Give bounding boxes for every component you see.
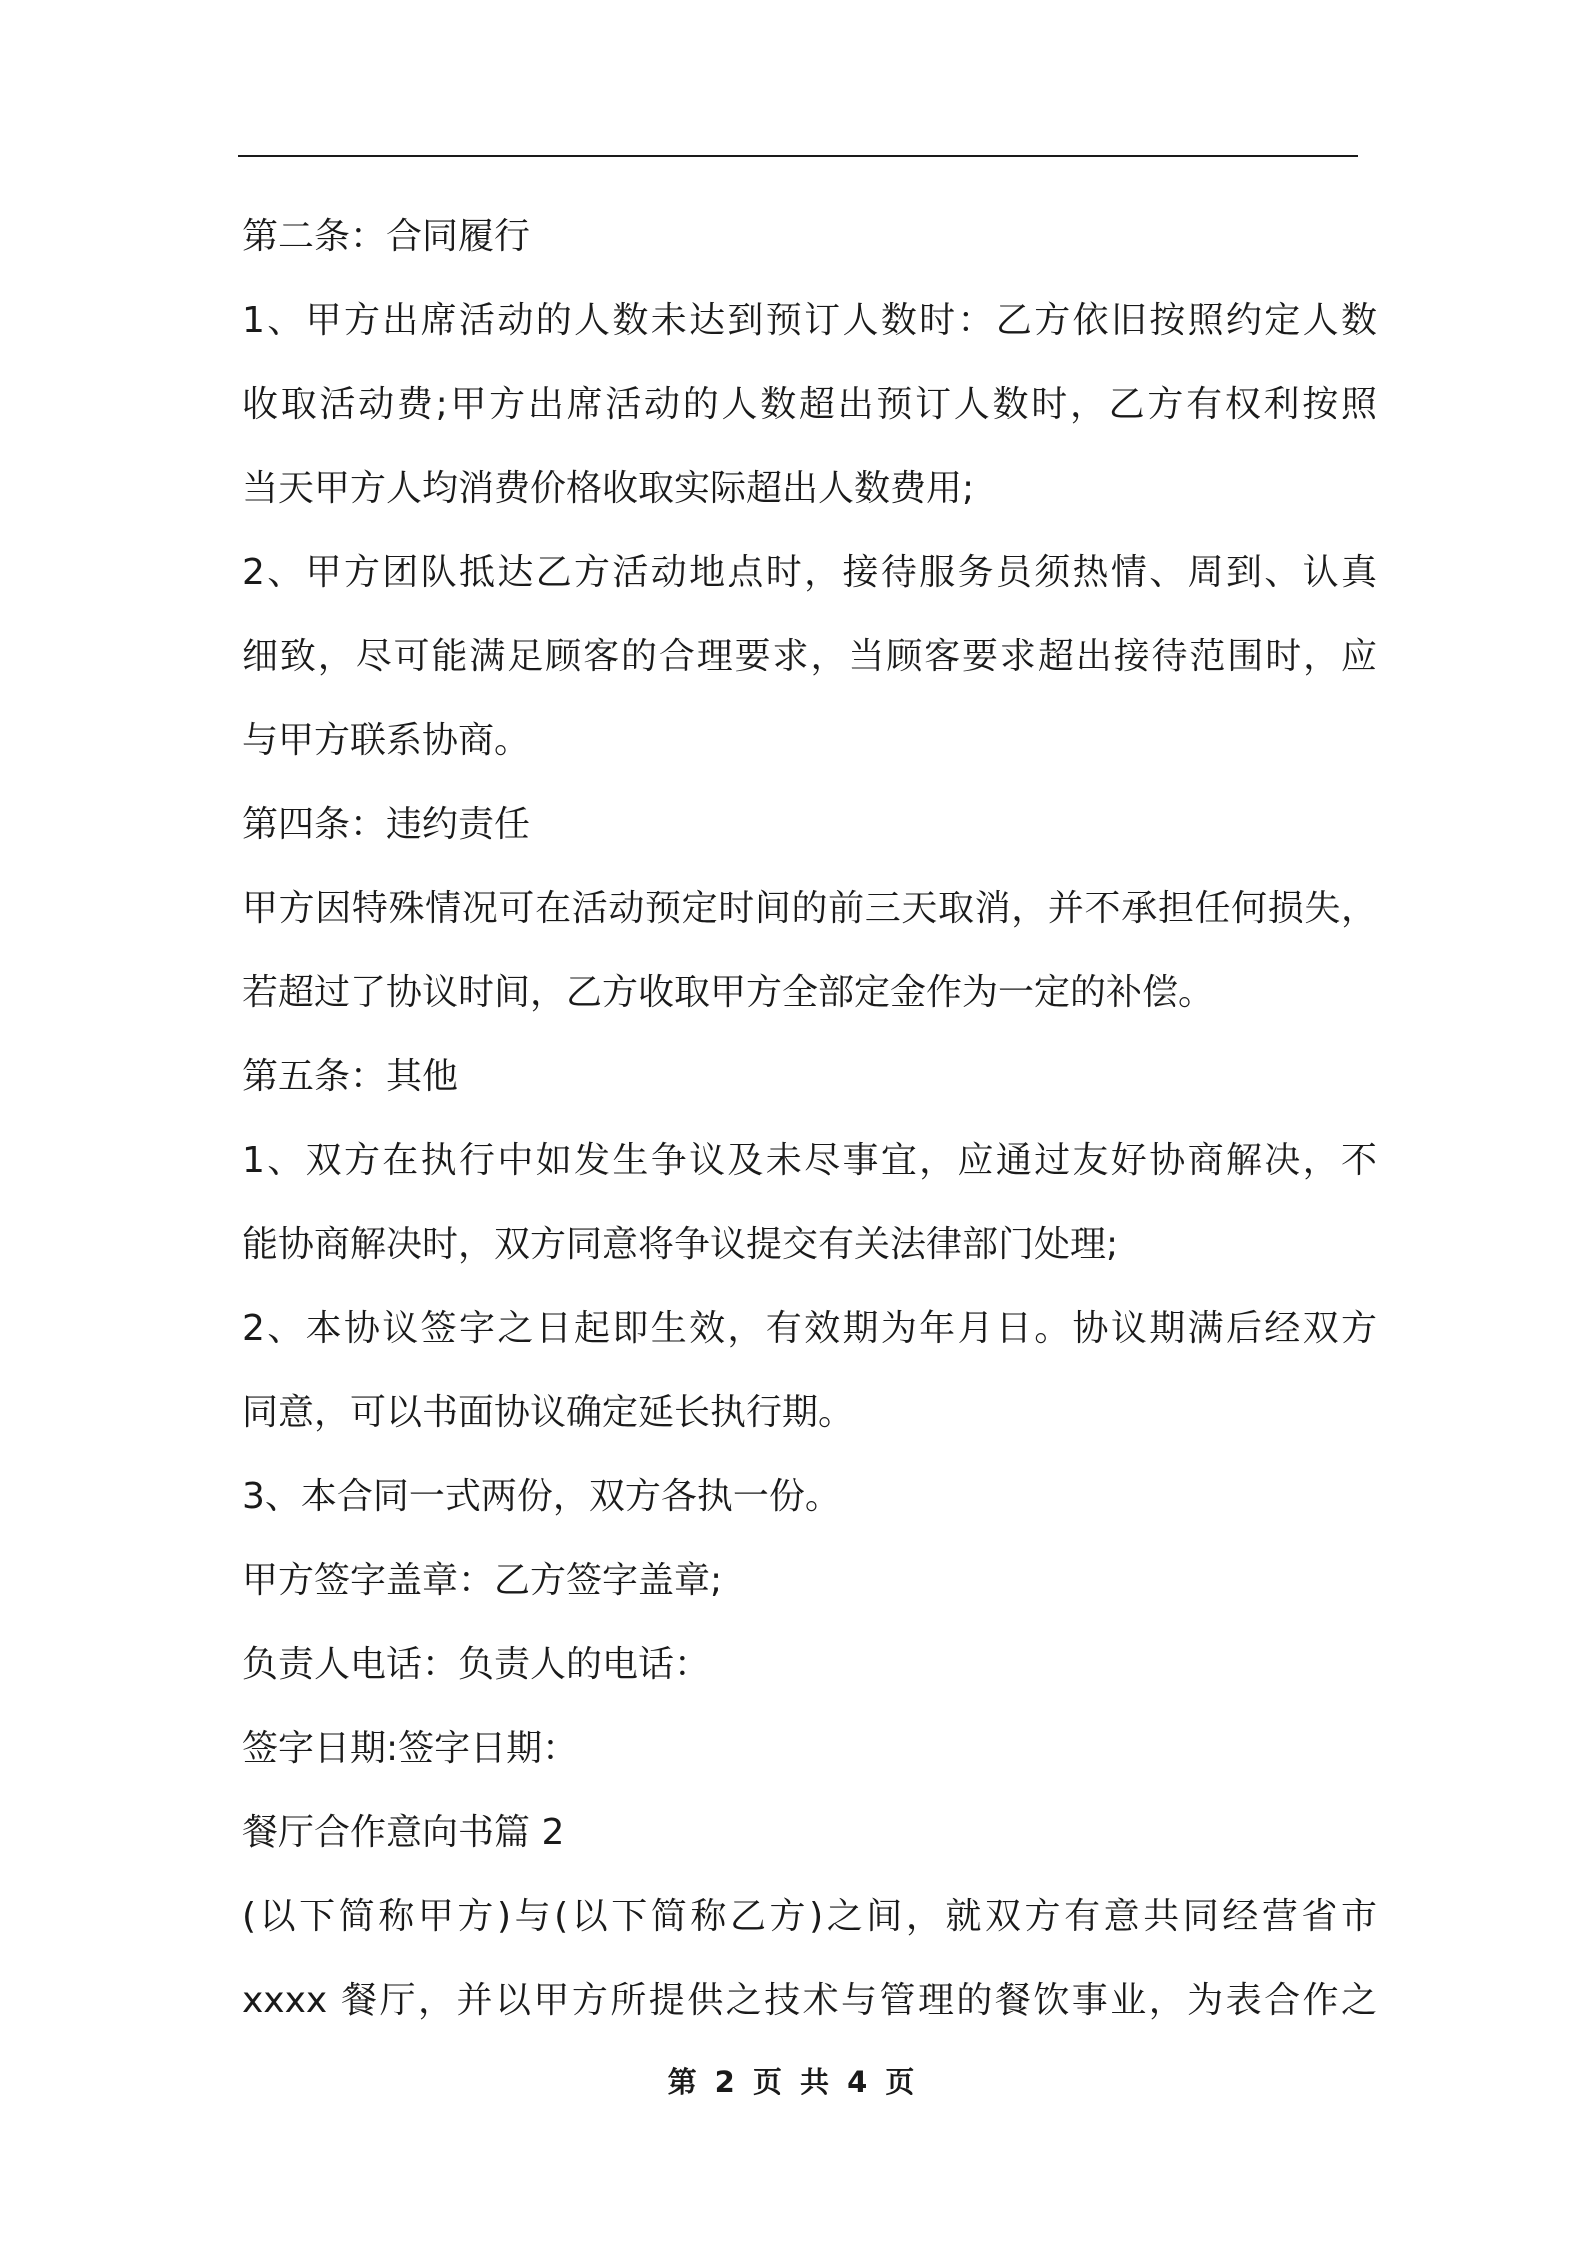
- section-heading: 第四条：违约责任: [242, 804, 531, 845]
- text-line: 1、双方在执行中如发生争议及未尽事宜，应通过友好协商解决，不: [242, 1140, 1377, 1181]
- text-line: 1、甲方出席活动的人数未达到预订人数时：乙方依旧按照约定人数: [242, 300, 1377, 341]
- document-body: [242, 195, 1377, 2043]
- text-line: 若超过了协议时间，乙方收取甲方全部定金作为一定的补偿。: [242, 972, 1215, 1013]
- text-line: 同意，可以书面协议确定延长执行期。: [242, 1392, 855, 1433]
- text-line: 当天甲方人均消费价格收取实际超出人数费用;: [242, 468, 975, 509]
- page-footer: 第 2 页 共 4 页: [667, 2065, 919, 2099]
- text-line: 收取活动费;甲方出席活动的人数超出预订人数时，乙方有权利按照: [242, 384, 1377, 425]
- text-line: 3、本合同一式两份，双方各执一份。: [242, 1476, 841, 1517]
- text-line: 2、甲方团队抵达乙方活动地点时，接待服务员须热情、周到、认真: [242, 552, 1377, 593]
- phone-line: 负责人电话：负责人的电话：: [242, 1644, 711, 1685]
- text-line: 细致，尽可能满足顾客的合理要求，当顾客要求超出接待范围时，应: [242, 636, 1377, 677]
- article-title: 餐厅合作意向书篇 2: [242, 1812, 565, 1853]
- text-line: 2、本协议签字之日起即生效，有效期为年月日。协议期满后经双方: [242, 1308, 1377, 1349]
- date-line: 签字日期:签字日期：: [242, 1728, 579, 1769]
- signature-line: 甲方签字盖章：乙方签字盖章;: [242, 1560, 723, 1601]
- text-line: xxxx 餐厅，并以甲方所提供之技术与管理的餐饮事业，为表合作之: [242, 1980, 1377, 2021]
- text-line: 能协商解决时，双方同意将争议提交有关法律部门处理;: [242, 1224, 1119, 1265]
- header-rule: [238, 155, 1358, 157]
- text-line: (以下简称甲方)与(以下简称乙方)之间，就双方有意共同经营省市: [242, 1896, 1377, 1937]
- text-line: 第二条：合同履行: [242, 216, 531, 257]
- text-line: 与甲方联系协商。: [242, 720, 531, 761]
- text-line: 甲方因特殊情况可在活动预定时间的前三天取消，并不承担任何损失，: [242, 888, 1377, 929]
- section-heading: 第五条：其他: [242, 1056, 459, 1097]
